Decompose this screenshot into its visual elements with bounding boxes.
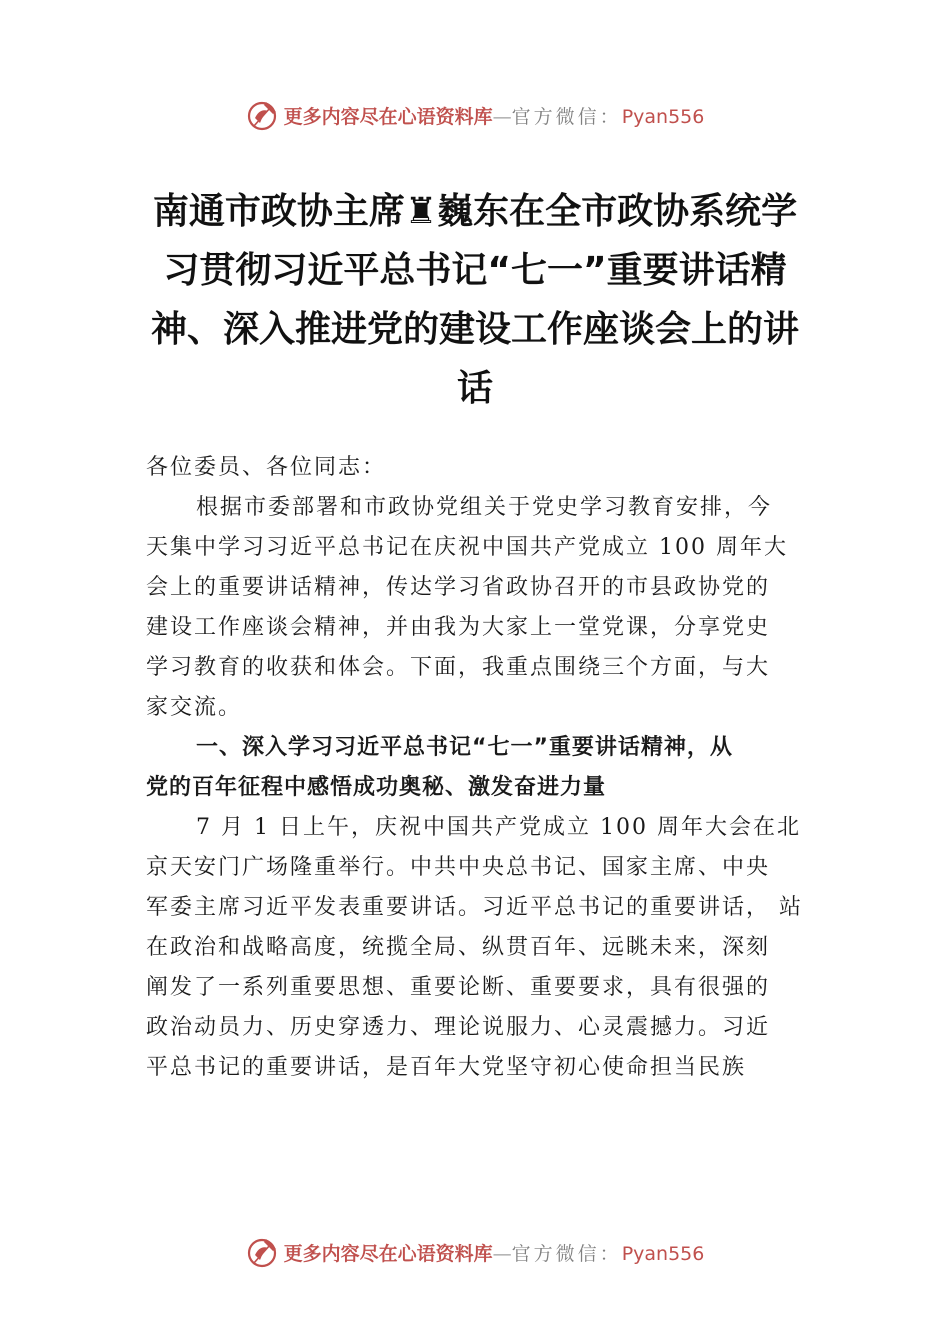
paragraph-line: 政治动员力、历史穿透力、理论说服力、心灵震撼力。习近 xyxy=(146,1015,771,1040)
watermark-logo-icon xyxy=(246,98,280,132)
salutation: 各位委员、各位同志： xyxy=(146,455,387,480)
title-line-2: 习贯彻习近平总书记“七一”重要讲话精 xyxy=(163,250,787,291)
watermark-brand: 更多内容尽在心语资料库 xyxy=(283,105,493,128)
paragraph-1 xyxy=(146,488,816,728)
footer-watermark xyxy=(0,1232,950,1272)
heading-line: 一、深入学习习近平总书记“七一”重要讲话精神，从 xyxy=(196,735,733,760)
paragraph-line: 天集中学习习近平总书记在庆祝中国共产党成立 100 周年大 xyxy=(146,535,788,560)
paragraph-line: 根据市委部署和市政协党组关于党史学习教育安排，今 xyxy=(196,495,773,520)
paragraph-line: 在政治和战略高度，统揽全局、纵贯百年、远眺未来，深刻 xyxy=(146,935,771,960)
paragraph-line: 建设工作座谈会精神，并由我为大家上一堂党课，分享党史 xyxy=(146,615,771,640)
paragraph-line: 7 月 1 日上午，庆祝中国共产党成立 100 周年大会在北 xyxy=(196,815,801,840)
heading-line: 党的百年征程中感悟成功奥秘、激发奋进力量 xyxy=(146,775,607,800)
watermark-text xyxy=(284,102,705,129)
paragraph-line: 阐发了一系列重要思想、重要论断、重要要求，具有很强的 xyxy=(146,975,771,1000)
paragraph-line: 军委主席习近平发表重要讲话。习近平总书记的重要讲话， 站 xyxy=(146,895,803,920)
document-body xyxy=(146,448,816,1088)
watermark-logo-icon xyxy=(246,1235,280,1269)
header-watermark xyxy=(0,95,950,135)
watermark-wechat-id: Pyan556 xyxy=(621,1242,705,1265)
watermark-brand: 更多内容尽在心语资料库 xyxy=(283,1242,493,1265)
paragraph-line: 京天安门广场隆重举行。中共中央总书记、国家主席、中央 xyxy=(146,855,771,880)
title-line-4: 话 xyxy=(456,368,493,409)
paragraph-2 xyxy=(146,808,816,1088)
watermark-wechat-id: Pyan556 xyxy=(621,105,705,128)
document-title xyxy=(140,182,810,418)
title-line-3: 神、深入推进党的建设工作座谈会上的讲 xyxy=(150,309,799,350)
paragraph-line: 学习教育的收获和体会。下面，我重点围绕三个方面，与大 xyxy=(146,655,771,680)
watermark-official-label: 官方微信： xyxy=(511,105,622,128)
paragraph-line: 家交流。 xyxy=(146,695,243,720)
watermark-separator: — xyxy=(492,105,512,128)
watermark-text xyxy=(284,1239,705,1266)
watermark-separator: — xyxy=(492,1242,512,1265)
paragraph-line: 会上的重要讲话精神，传达学习省政协召开的市县政协党的 xyxy=(146,575,771,600)
section-heading-1 xyxy=(146,728,816,808)
watermark-official-label: 官方微信： xyxy=(511,1242,622,1265)
paragraph-line: 平总书记的重要讲话，是百年大党坚守初心使命担当民族 xyxy=(146,1055,747,1080)
title-line-1: 南通市政协主席♜巍东在全市政协系统学 xyxy=(152,191,798,232)
